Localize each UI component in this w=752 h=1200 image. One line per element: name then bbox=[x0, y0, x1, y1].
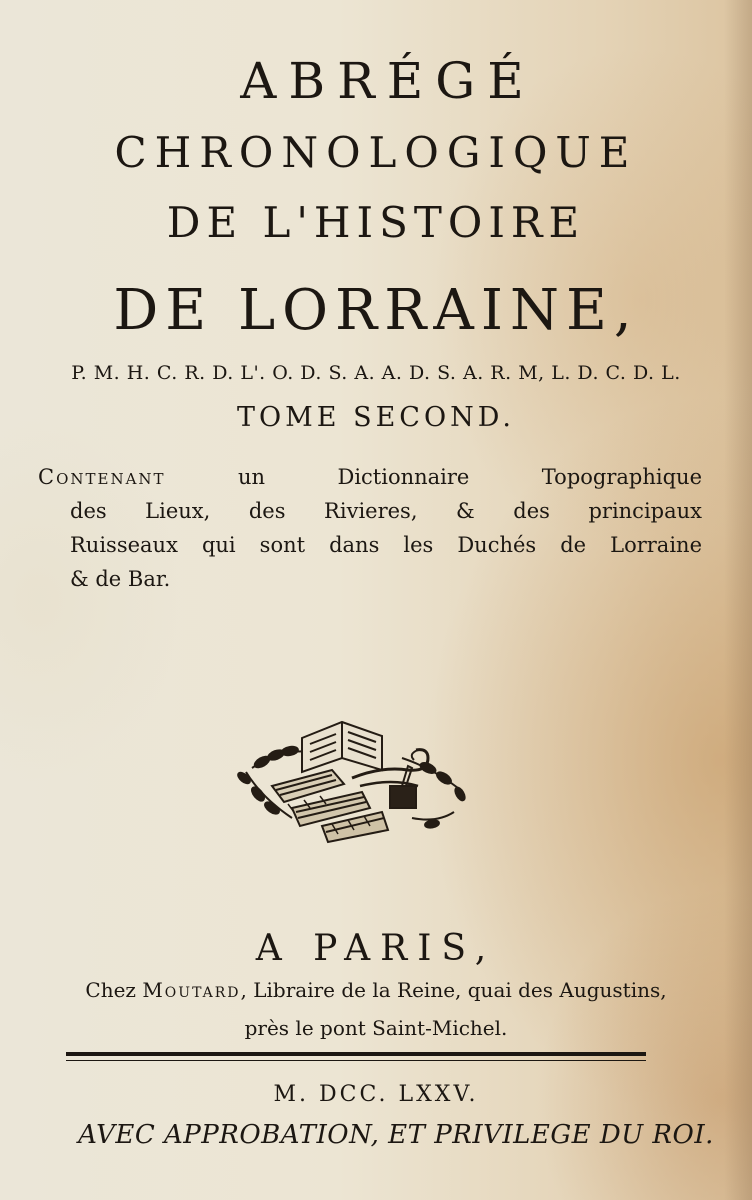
contents-line-1 bbox=[38, 460, 702, 494]
publication-year: M. DCC. LXXV. bbox=[273, 1082, 479, 1107]
title-line-de-lorraine: DE LORRAINE, bbox=[113, 278, 639, 343]
royal-privilege-line: AVEC APPROBATION, ET PRIVILEGE DU ROI. bbox=[78, 1120, 714, 1150]
imprint-publisher-name: Moutard bbox=[142, 978, 241, 1002]
contents-line-2: des Lieux, des Rivieres, & des principaux bbox=[70, 499, 702, 523]
imprint-publisher-rest: , Libraire de la Reine, quai des Augustins, bbox=[240, 978, 667, 1002]
books-and-scroll-vignette-icon bbox=[232, 708, 472, 848]
imprint-publisher-prefix: Chez bbox=[85, 978, 136, 1002]
divider-rule-thick bbox=[66, 1052, 646, 1056]
contents-line-3: Ruisseaux qui sont dans les Duchés de Lorraine bbox=[70, 533, 702, 557]
author-abbreviation: P. M. H. C. R. D. L'. O. D. S. A. A. D. S. A. R. M, L. D. C. D. L. bbox=[71, 362, 681, 384]
title-line-de-l-histoire: DE L'HISTOIRE bbox=[166, 198, 586, 247]
imprint-address: près le pont Saint-Michel. bbox=[244, 1016, 508, 1040]
imprint-place: A PARIS, bbox=[255, 928, 497, 969]
contents-lead-word: Contenant bbox=[38, 465, 166, 489]
title-line-abrege: ABRÉGÉ bbox=[240, 52, 536, 110]
volume-label: TOME SECOND. bbox=[237, 402, 515, 433]
imprint-publisher-line bbox=[30, 978, 722, 1002]
contents-line-1-rest: un Dictionnaire Topographique bbox=[238, 465, 702, 489]
contents-description bbox=[38, 460, 702, 596]
contents-line-4: & de Bar. bbox=[70, 567, 171, 591]
title-line-chronologique: CHRONOLOGIQUE bbox=[114, 128, 638, 177]
divider-rule-thin bbox=[66, 1060, 646, 1061]
